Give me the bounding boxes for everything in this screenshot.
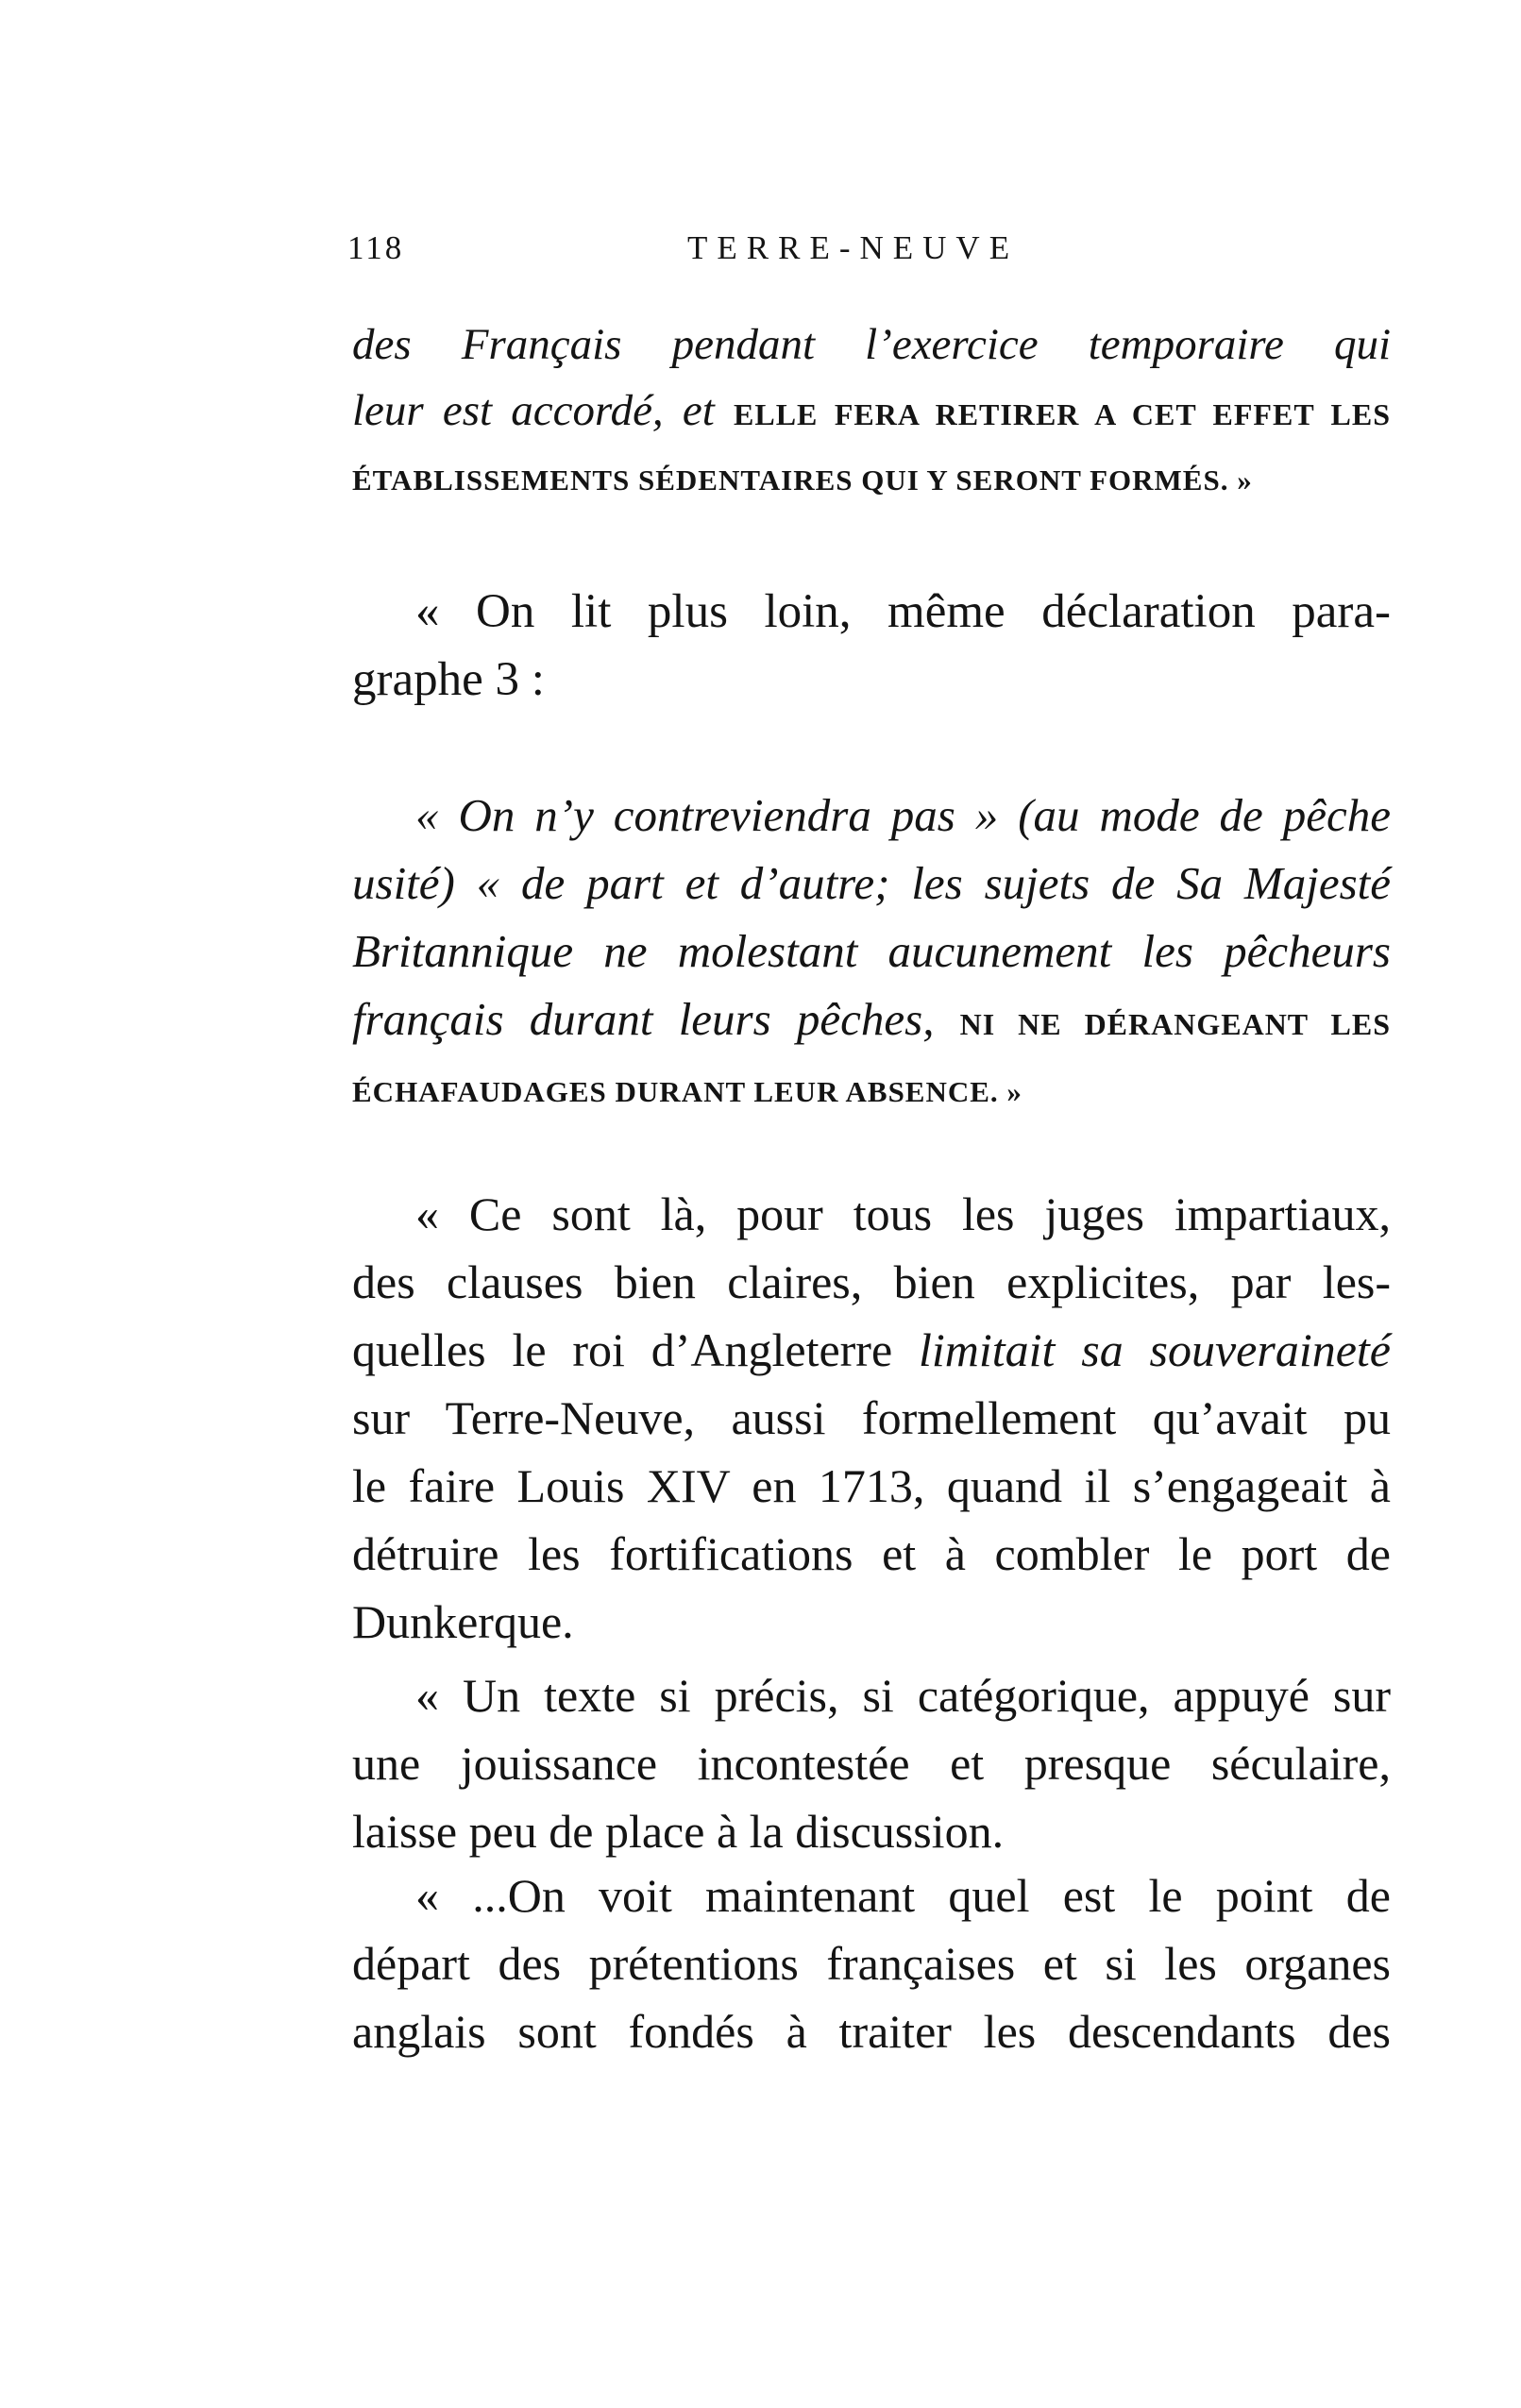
small-caps-text: NI NE DÉRANGEANT LES [959, 1007, 1391, 1041]
text-line: anglais sont fondés à traiter les descendants des [352, 2005, 1391, 2058]
running-title: TERRE-NEUVE [687, 229, 1020, 266]
text-line: « ...On voit maintenant quel est le point de [415, 1869, 1391, 1922]
text-line: des clauses bien claires, bien explicites, par les- [352, 1255, 1391, 1308]
text-line: Britannique ne molestant aucunement les pêcheurs [352, 925, 1391, 977]
text-line: « Ce sont là, pour tous les juges impartiaux, [415, 1187, 1391, 1240]
italic-text: français durant leurs pêches, [352, 993, 935, 1045]
small-caps-text: ELLE FERA RETIRER A CET EFFET LES [734, 397, 1392, 431]
text-line [352, 985, 1391, 1058]
plain-text: quelles le roi d’Angleterre [352, 1323, 893, 1376]
text-line: ÉTABLISSEMENTS SÉDENTAIRES QUI Y SERONT FORMÉS. » [352, 463, 1253, 497]
italic-text: limitait sa souveraineté [918, 1323, 1391, 1376]
text-line [352, 378, 1391, 447]
paragraph [352, 1861, 1391, 2065]
text-line: départ des prétentions françaises et si les organes [352, 1937, 1391, 1990]
text-line: « Un texte si précis, si catégorique, appuyé sur [415, 1669, 1391, 1722]
page-number: 118 [347, 229, 405, 266]
text-line: ÉCHAFAUDAGES DURANT LEUR ABSENCE. » [352, 1075, 1022, 1108]
text-line: « On n’y contreviendra pas » (au mode de pêche [415, 789, 1391, 841]
paragraph [352, 1180, 1391, 1656]
text-line: détruire les fortifications et à combler le port de [352, 1527, 1391, 1580]
text-line: graphe 3 : [352, 653, 545, 706]
text-line: une jouissance incontestée et presque séculaire, [352, 1737, 1391, 1790]
paragraph [352, 578, 1391, 714]
text-line: sur Terre-Neuve, aussi formellement qu’avait pu [352, 1391, 1391, 1444]
italic-text: leur est accordé, et [352, 386, 715, 435]
paragraph-continuation [352, 312, 1391, 514]
text-line: Dunkerque. [352, 1595, 574, 1648]
text-line: des Français pendant l’exercice temporaire qui [352, 320, 1391, 369]
quoted-paragraph [352, 782, 1391, 1126]
page-header [347, 229, 1395, 286]
text-line: « On lit plus loin, même déclaration para- [415, 585, 1391, 638]
paragraph [352, 1661, 1391, 1865]
text-line: laisse peu de place à la discussion. [352, 1805, 1005, 1858]
text-line: le faire Louis XIV en 1713, quand il s’engageait à [352, 1459, 1391, 1512]
text-line: usité) « de part et d’autre; les sujets de Sa Majesté [352, 857, 1391, 909]
text-line [352, 1316, 1391, 1384]
